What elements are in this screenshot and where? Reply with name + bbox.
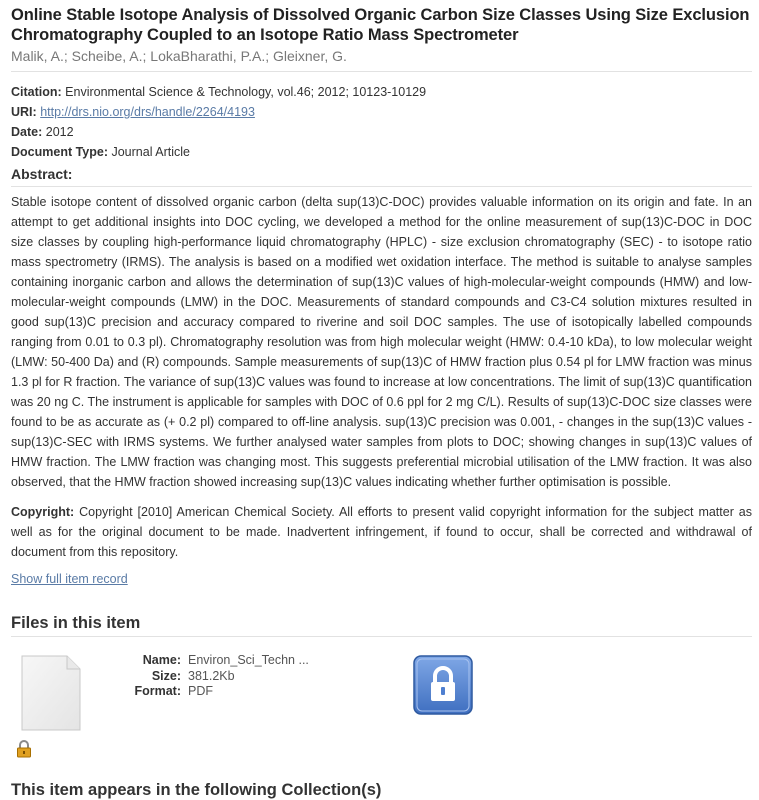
divider: [11, 71, 752, 72]
lock-icon: [16, 740, 32, 763]
file-name-value[interactable]: Environ_Sci_Techn ...: [188, 653, 309, 667]
metadata-block: [11, 82, 752, 162]
document-thumbnail-icon[interactable]: [21, 655, 81, 731]
file-format-label: Format:: [134, 684, 181, 698]
show-full-record-link[interactable]: Show full item record: [11, 572, 128, 586]
copyright-block: [11, 502, 752, 562]
file-size-value: 381.2Kb: [188, 668, 235, 683]
date-value: 2012: [45, 125, 74, 139]
file-metadata: [109, 653, 309, 700]
doctype-value: Journal Article: [111, 145, 190, 159]
doctype-label: Document Type:: [11, 145, 108, 159]
citation-row: [11, 82, 752, 102]
abstract-heading: Abstract:: [11, 166, 73, 182]
collections-heading: This item appears in the following Collection(s): [11, 781, 382, 799]
uri-label: URI:: [11, 105, 37, 119]
file-format-value: PDF: [188, 684, 213, 698]
doctype-row: [11, 142, 752, 162]
item-title: Online Stable Isotope Analysis of Dissolved Organic Carbon Size Classes Using Size Exclusion Chromatography Coupled to an Isotope Ratio Mass Spectrometer: [11, 6, 750, 44]
copyright-text: Copyright [2010] American Chemical Society. All efforts to present valid copyright information for the subject matter as well as for the original document to be made. Inadvertent infringement, if found to occur, shall be corrected and withdrawal of document from this repository.: [11, 505, 752, 559]
date-label: Date:: [11, 125, 43, 139]
uri-link[interactable]: http://drs.nio.org/drs/handle/2264/4193: [40, 105, 255, 119]
date-row: [11, 122, 752, 142]
item-authors: Malik, A.; Scheibe, A.; LokaBharathi, P.A.; Gleixner, G.: [11, 48, 347, 64]
files-heading: Files in this item: [11, 614, 141, 632]
uri-row: [11, 102, 752, 122]
citation-value: Environmental Science & Technology, vol.46; 2012; 10123-10129: [65, 85, 427, 99]
file-name-label: Name:: [142, 653, 181, 667]
abstract-text: Stable isotope content of dissolved organic carbon (delta sup(13)C-DOC) provides valuable information on its origin and fate. In an attempt to get additional insights into DOC cycling, we developed a method for the online measurement of sup(13)C-DOC in DOC size classes by coupling high-performance liquid chromatography (HPLC) - size exclusion chromatography (SEC) - to isotope ratio mass spectrometry (IRMS). The analysis is based on a modified wet oxidation interface. The method is suitable to analyse samples containing inorganic carbon and allows the determination of sup(13)C values of high-molecular-weight compounds (HMW) and low-molecular-weight compounds (LMW) in the DOC. Measurements of standard compounds and C3-C4 solution mixtures resulted in good sup(13)C precision and accuracy compared to riverine and soil DOC samples. The use of isotopically labelled compounds ranging from 0.01 to 0.3 pl). Chromatography resolution was from high molecular weight (HMW: 0.4-10 kDa), to low molecular weight (LMW: 50-400 Da) and (R) compounds. Sample measurements of sup(13)C of HMW fraction plus 0.54 pl for LMW fraction was minus 1.3 pl for R fraction. The variance of sup(13)C values was found to increase at low concentrations. The limit of sup(13)C quantification was 20 ng C. The instrument is applicable for samples with DOC of 0.6 ppl for 2 mg C/L). Results of sup(13)C-DOC size classes were found to be as accurate as (+ 0.2 pl) compared to off-line analysis. sup(13)C precision was 0.001, - changes in the sup(13)C values - sup(13)C-SEC with IRMS systems. We further analysed water samples from plots to DOC; showing changes in sup(13)C values of HMW fraction. The LMW fraction was changing most. This suggests preferential microbial utilisation of the LMW fraction. It was also observed, that the HMW fraction showed increasing sup(13)C values indicating whether further optimisation is possible.: [11, 195, 752, 489]
divider: [11, 186, 752, 187]
copyright-label: Copyright:: [11, 505, 75, 519]
citation-label: Citation:: [11, 85, 62, 99]
restricted-access-lock-icon[interactable]: [413, 655, 473, 720]
file-size-label: Size:: [151, 668, 181, 683]
item-page: [11, 0, 752, 767]
file-entry: [11, 637, 752, 767]
